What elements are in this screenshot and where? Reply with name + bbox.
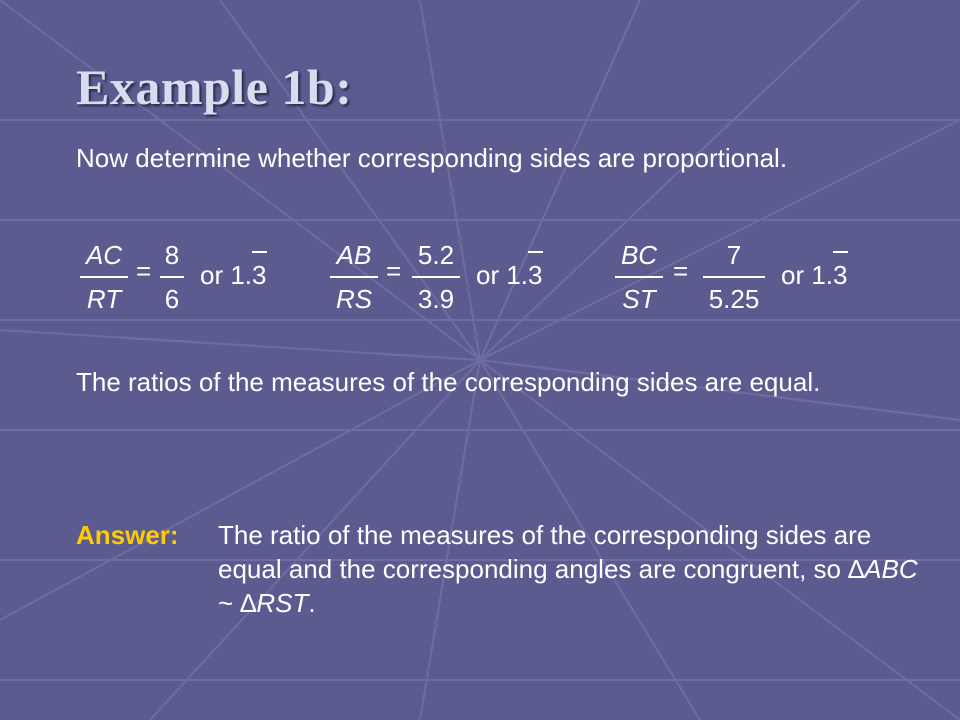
equals-sign: = xyxy=(673,256,689,286)
fraction-denominator: ST xyxy=(622,284,656,314)
fraction-bar xyxy=(615,276,663,278)
ratio-result xyxy=(200,260,267,291)
conclusion-text: The ratios of the measures of the corresponding sides are equal. xyxy=(76,367,821,397)
ratio-ac-rt xyxy=(80,240,300,330)
answer-body: The ratio of the measures of the corresponding sides are equal and the corresponding angles are congruent, so xyxy=(218,520,872,584)
triangle-symbol: ∆ xyxy=(848,554,865,584)
fraction-denominator: 6 xyxy=(164,284,180,314)
fraction-denominator: 3.9 xyxy=(417,284,455,314)
fraction-numerator: 7 xyxy=(726,240,742,270)
repeat-digit-text: 3 xyxy=(252,260,267,290)
fraction-bar xyxy=(80,276,128,278)
ratio-result xyxy=(781,260,848,291)
ratio-result xyxy=(476,260,543,291)
triangle-symbol-2: ∆ xyxy=(240,588,257,618)
ratio-ab-rs xyxy=(330,240,570,330)
fraction-denominator: RS xyxy=(335,284,373,314)
fraction-numerator: 5.2 xyxy=(417,240,455,270)
fraction-bar xyxy=(330,276,378,278)
repeat-bar xyxy=(252,251,266,253)
fraction-numerator: AC xyxy=(85,240,123,270)
repeat-digit-text: 3 xyxy=(528,260,543,290)
answer-period: . xyxy=(308,588,316,618)
fraction-numerator: AB xyxy=(336,240,372,270)
fraction-numerator: BC xyxy=(620,240,658,270)
answer-label: Answer: xyxy=(76,520,179,550)
result-prefix: or 1. xyxy=(476,260,529,290)
intro-text: Now determine whether corresponding sides are proportional. xyxy=(76,143,788,173)
repeating-digit xyxy=(252,260,266,290)
equals-sign: = xyxy=(386,256,402,286)
triangle-rst: RST xyxy=(256,588,309,618)
repeat-digit-text: 3 xyxy=(833,260,848,290)
fraction-bar xyxy=(412,276,460,278)
result-prefix: or 1. xyxy=(781,260,834,290)
fraction-denominator: 5.25 xyxy=(708,284,760,314)
similar-symbol: ~ xyxy=(218,588,241,618)
ratio-bc-st xyxy=(615,240,885,330)
repeat-bar xyxy=(833,251,847,253)
repeating-digit xyxy=(833,260,847,290)
answer-text xyxy=(218,518,918,620)
slide-title: Example 1b: xyxy=(76,59,353,115)
fraction-bar xyxy=(703,276,765,278)
repeat-bar xyxy=(528,251,542,253)
fraction-bar xyxy=(160,276,184,278)
fraction-numerator: 8 xyxy=(164,240,180,270)
equals-sign: = xyxy=(136,256,152,286)
triangle-abc: ABC xyxy=(864,554,918,584)
result-prefix: or 1. xyxy=(200,260,253,290)
fraction-denominator: RT xyxy=(86,284,122,314)
repeating-digit xyxy=(528,260,542,290)
